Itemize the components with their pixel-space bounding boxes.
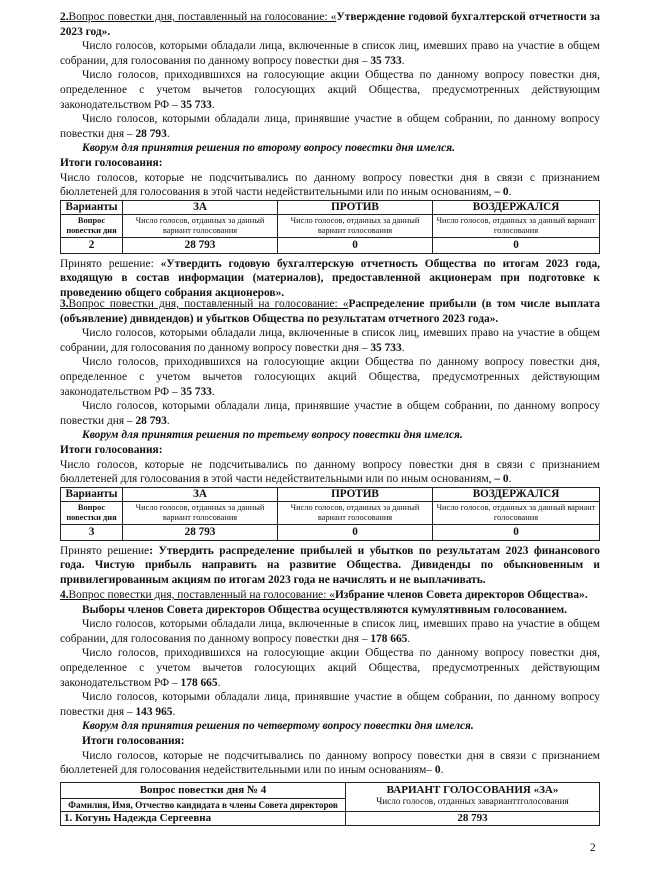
for-subheader: Число голосов, отданных за данный вариант голосования <box>123 214 278 237</box>
abstain-value: 0 <box>433 237 600 253</box>
q2-voting-shares: Число голосов, приходившихся на голосующие акции Общества по данному вопросу повестки дня, определенное с учетом вычетов голосующих акций Общества, предусмотренных действующим законодательством РФ – 35 733. <box>60 69 600 111</box>
question-2-section <box>60 10 600 301</box>
question-4-section <box>60 588 600 826</box>
q4-table-head-left <box>61 782 346 811</box>
q4-cumulative-note: Выборы членов Совета директоров Общества осуществляются кумулятивным голосованием. <box>82 603 567 616</box>
for-value: 28 793 <box>123 524 278 540</box>
variants-header: Варианты <box>61 487 123 501</box>
q4-head-left-sub: Фамилия, Имя, Отчество кандидата в члены Совета директоров <box>61 798 345 811</box>
q2-participant-votes: Число голосов, которыми обладали лица, принявшие участие в общем собрании, по данному вопросу повестки дня – 28 793. <box>60 113 600 140</box>
q4-voting-shares: Число голосов, приходившихся на голосующие акции Общества по данному вопросу повестки дня, определенное с учетом вычетов голосующих акций Общества, предусмотренных действующим законодательством РФ – 178 665. <box>60 647 600 689</box>
q4-head-left-title: Вопрос повестки дня № 4 <box>139 783 267 796</box>
q3-eligible-votes: Число голосов, которыми обладали лица, включенные в список лиц, имевших право на участие в общем собрании, для голосования по данному вопросу повестки дня – 35 733. <box>60 327 600 354</box>
against-value: 0 <box>278 524 433 540</box>
question-3-section <box>60 297 600 588</box>
abstain-subheader: Число голосов, отданных за данный вариант голосования <box>433 214 600 237</box>
abstain-header: ВОЗДЕРЖАЛСЯ <box>433 200 600 214</box>
q4-results-title: Итоги голосования: <box>82 734 185 747</box>
q2-not-counted: Число голосов, которые не подсчитывались по данному вопросу повестки дня в связи с признанием бюллетеней для голосования в этой части недействительными или по иным основаниям, – 0. <box>60 171 600 199</box>
q2-quorum: Кворум для принятия решения по второму вопросу повестки дня имелся. <box>82 142 455 155</box>
for-header: ЗА <box>123 487 278 501</box>
q2-eligible-votes: Число голосов, которыми обладали лица, включенные в список лиц, имевших право на участие в общем собрании, для голосования по данному вопросу повестки дня – 35 733. <box>60 40 600 67</box>
q4-head-right-sub: Число голосов, отданных заварианттголосования <box>376 795 569 806</box>
against-subheader: Число голосов, отданных за данный вариант голосования <box>278 214 433 237</box>
q3-participant-votes: Число голосов, которыми обладали лица, принявшие участие в общем собрании, по данному вопросу повестки дня – 28 793. <box>60 400 600 427</box>
q2-decision: Принято решение: «Утвердить годовую бухгалтерскую отчетность Общества по итогам 2023 года, входящую в состав информации (материалов), предоставленной акционерам при подготовке к проведению общего собрания акционеров». <box>60 257 601 299</box>
q4-candidate-name: 1. Когунь Надежда Сергеевна <box>61 811 346 825</box>
q3-quorum: Кворум для принятия решения по третьему вопросу повестки дня имелся. <box>82 429 463 442</box>
against-header: ПРОТИВ <box>278 200 433 214</box>
question-4-heading: 4.Вопрос повестки дня, поставленный на голосование: «Избрание членов Совета директоров Общества». <box>60 589 588 601</box>
q4-quorum: Кворум для принятия решения по четвертому вопросу повестки дня имелся. <box>82 720 474 733</box>
question-number: 2 <box>61 237 123 253</box>
q3-voting-shares: Число голосов, приходившихся на голосующие акции Общества по данному вопросу повестки дня, определенное с учетом вычетов голосующих акций Общества, предусмотренных действующим законодательством РФ – 35 733. <box>60 356 600 398</box>
q2-results-table <box>60 200 600 254</box>
q3-results-table <box>60 487 600 541</box>
against-subheader: Число голосов, отданных за данный вариант голосования <box>278 501 433 524</box>
q3-not-counted: Число голосов, которые не подсчитывались по данному вопросу повестки дня в связи с признанием бюллетеней для голосования в этой части недействительными или по иным основаниям, – 0. <box>60 458 600 486</box>
variants-header: Варианты <box>61 200 123 214</box>
for-value: 28 793 <box>123 237 278 253</box>
against-header: ПРОТИВ <box>278 487 433 501</box>
q2-results-title: Итоги голосования: <box>60 156 163 169</box>
q4-not-counted: Число голосов, которые не подсчитывались по данному вопросу повестки дня в связи с признанием бюллетеней для голосования недействительными или по иным основаниям– 0. <box>60 749 600 777</box>
q4-participant-votes: Число голосов, которыми обладали лица, принявшие участие в общем собрании, по данному вопросу повестки дня – 143 965. <box>60 691 600 718</box>
abstain-value: 0 <box>433 524 600 540</box>
q3-decision: Принято решение: Утвердить распределение прибылей и убытков по результатам 2023 финансового года. Чистую прибыль направить на развитие Общества. Дивиденды по обыкновенным и привилегированным акциям по итогам 2023 года не начислять и не выплачивать. <box>60 544 600 586</box>
q4-results-table <box>60 782 600 826</box>
for-subheader: Число голосов, отданных за данный вариант голосования <box>123 501 278 524</box>
q4-eligible-votes: Число голосов, которыми обладали лица, включенные в список лиц, имевших право на участие в общем собрании, для голосования по данному вопросу повестки дня – 178 665. <box>60 618 600 645</box>
abstain-subheader: Число голосов, отданных за данный вариант голосования <box>433 501 600 524</box>
q4-head-right-title: ВАРИАНТ ГОЛОСОВАНИЯ «ЗА» <box>386 783 559 796</box>
question-label: Вопрос повестки дня <box>61 501 123 524</box>
question-number: 3 <box>61 524 123 540</box>
for-header: ЗА <box>123 200 278 214</box>
question-2-heading: 2.Вопрос повестки дня, поставленный на голосование: «Утверждение годовой бухгалтерской отчетности за 2023 год». <box>60 11 600 38</box>
page-number: 2 <box>590 842 596 854</box>
question-label: Вопрос повестки дня <box>61 214 123 237</box>
against-value: 0 <box>278 237 433 253</box>
abstain-header: ВОЗДЕРЖАЛСЯ <box>433 487 600 501</box>
q4-candidate-votes: 28 793 <box>346 811 600 825</box>
q3-results-title: Итоги голосования: <box>60 443 163 456</box>
q4-table-head-right <box>346 782 600 811</box>
question-3-heading: 3.Вопрос повестки дня, поставленный на голосование: «Распределение прибыли (в том числе выплата (объявление) дивидендов) и убытков Общества по результатам отчетного 2023 года». <box>60 298 600 325</box>
